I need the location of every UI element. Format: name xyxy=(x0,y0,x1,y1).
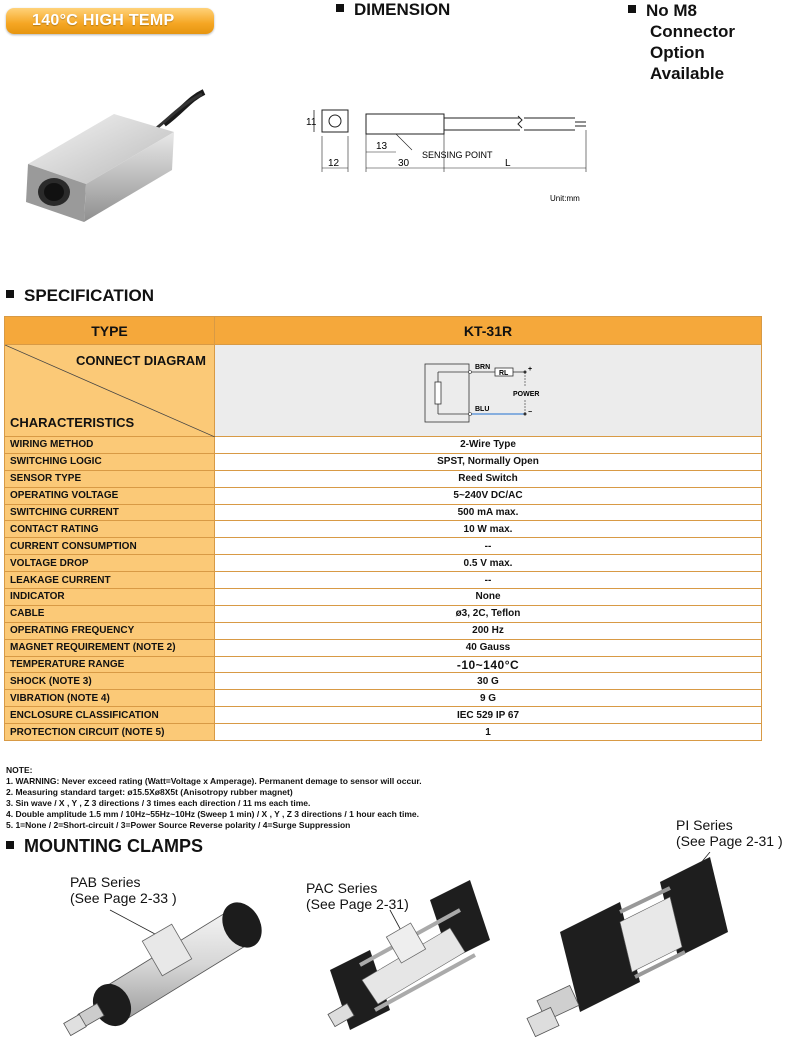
power-label: POWER xyxy=(513,390,540,398)
spec-row xyxy=(5,470,762,487)
note-item: 1. WARNING: Never exceed rating (Watt=Voltage x Amperage). Permanent demage to sensor will occur. xyxy=(6,776,422,786)
spec-row xyxy=(5,538,762,555)
mounting-clamps-heading: MOUNTING CLAMPS xyxy=(6,836,203,857)
spec-value: SPST, Normally Open xyxy=(215,453,762,470)
spec-row xyxy=(5,724,762,741)
spec-value: -- xyxy=(215,572,762,589)
spec-label: INDICATOR xyxy=(5,589,215,606)
spec-row xyxy=(5,639,762,656)
spec-row xyxy=(5,589,762,606)
spec-label: ENCLOSURE CLASSIFICATION xyxy=(5,707,215,724)
connect-diagram-label: CONNECT DIAGRAM xyxy=(76,353,206,368)
spec-label: MAGNET REQUIREMENT (NOTE 2) xyxy=(5,639,215,656)
spec-value: ø3, 2C, Teflon xyxy=(215,605,762,622)
spec-row xyxy=(5,622,762,639)
spec-table xyxy=(4,316,762,741)
sensing-point-label: SENSING POINT xyxy=(422,150,493,160)
spec-rows xyxy=(5,437,762,741)
dim-12-label: 12 xyxy=(328,158,340,169)
note-item: 5. 1=None / 2=Short-circuit / 3=Power Source Reverse polarity / 4=Surge Suppression xyxy=(6,820,351,830)
dimension-heading: DIMENSION xyxy=(336,0,450,20)
spec-label: LEAKAGE CURRENT xyxy=(5,572,215,589)
pac-page: (See Page 2-31) xyxy=(306,896,409,912)
spec-row xyxy=(5,555,762,572)
m8-connector-note: No M8 Connector Option Available xyxy=(628,0,735,84)
spec-label: SWITCHING CURRENT xyxy=(5,504,215,521)
pab-clamp-illustration xyxy=(40,880,280,1040)
blu-label: BLU xyxy=(475,405,490,413)
dimension-drawing xyxy=(300,96,600,208)
pi-page: (See Page 2-31 ) xyxy=(676,833,783,849)
spec-label: VIBRATION (NOTE 4) xyxy=(5,690,215,707)
sensor-product-photo xyxy=(14,84,214,224)
wiring-diagram-cell xyxy=(215,345,762,437)
spec-value: -10~140°C xyxy=(215,656,762,673)
spec-value: 40 Gauss xyxy=(215,639,762,656)
spec-value: 2-Wire Type xyxy=(215,437,762,454)
spec-value: 1 xyxy=(215,724,762,741)
spec-row xyxy=(5,453,762,470)
high-temp-banner: 140°C HIGH TEMP xyxy=(6,8,214,34)
minus-label: − xyxy=(528,408,533,416)
type-row xyxy=(5,317,762,345)
spec-label: OPERATING FREQUENCY xyxy=(5,622,215,639)
spec-value: 200 Hz xyxy=(215,622,762,639)
spec-row xyxy=(5,504,762,521)
spec-row xyxy=(5,673,762,690)
spec-row xyxy=(5,521,762,538)
wiring-diagram xyxy=(423,356,553,426)
pi-clamp-illustration xyxy=(510,852,740,1042)
spec-value: None xyxy=(215,589,762,606)
spec-row xyxy=(5,656,762,673)
spec-value: 5~240V DC/AC xyxy=(215,487,762,504)
connect-diagram-row xyxy=(5,345,762,437)
dim-L-label: L xyxy=(505,158,511,169)
type-label: TYPE xyxy=(5,317,215,345)
spec-label: TEMPERATURE RANGE xyxy=(5,656,215,673)
pac-clamp-illustration xyxy=(300,880,510,1040)
spec-value: 9 G xyxy=(215,690,762,707)
rl-label: RL xyxy=(499,369,509,377)
spec-label: PROTECTION CIRCUIT (NOTE 5) xyxy=(5,724,215,741)
characteristics-label: CHARACTERISTICS xyxy=(10,415,135,430)
spec-row xyxy=(5,707,762,724)
spec-row xyxy=(5,690,762,707)
spec-row xyxy=(5,437,762,454)
spec-value: Reed Switch xyxy=(215,470,762,487)
unit-label: Unit:mm xyxy=(550,194,580,203)
spec-label: SENSOR TYPE xyxy=(5,470,215,487)
plus-label: + xyxy=(528,365,533,373)
note-item: 3. Sin wave / X , Y , Z 3 directions / 3 times each direction / 11 ms each time. xyxy=(6,798,311,808)
note-item: 2. Measuring standard target: ø15.5Xø8X5t (Anisotropy rubber magnet) xyxy=(6,787,293,797)
spec-row xyxy=(5,572,762,589)
pac-name: PAC Series xyxy=(306,880,378,896)
note-item: 4. Double amplitude 1.5 mm / 10Hz~55Hz~10Hz (Sweep 1 min) / X , Y , Z 3 directions / 1 hour each time. xyxy=(6,809,420,819)
pi-name: PI Series xyxy=(676,817,733,833)
spec-value: -- xyxy=(215,538,762,555)
spec-label: OPERATING VOLTAGE xyxy=(5,487,215,504)
notes-title: NOTE: xyxy=(6,765,33,775)
dim-11-label: 11 xyxy=(306,117,317,128)
diagram-header-cell xyxy=(5,345,215,437)
pab-name: PAB Series xyxy=(70,874,141,890)
spec-label: CABLE xyxy=(5,605,215,622)
spec-value: 500 mA max. xyxy=(215,504,762,521)
model-name: KT-31R xyxy=(215,317,762,345)
spec-label: SHOCK (NOTE 3) xyxy=(5,673,215,690)
brn-label: BRN xyxy=(475,363,491,371)
notes-block xyxy=(6,765,422,831)
spec-value: 0.5 V max. xyxy=(215,555,762,572)
spec-value: 10 W max. xyxy=(215,521,762,538)
spec-label: CONTACT RATING xyxy=(5,521,215,538)
spec-row xyxy=(5,605,762,622)
spec-label: SWITCHING LOGIC xyxy=(5,453,215,470)
dim-30-label: 30 xyxy=(398,158,410,169)
pi-series-label xyxy=(676,817,783,849)
specification-heading: SPECIFICATION xyxy=(6,286,154,306)
dim-13-label: 13 xyxy=(376,141,388,152)
pab-page: (See Page 2-33 ) xyxy=(70,890,177,906)
spec-label: CURRENT CONSUMPTION xyxy=(5,538,215,555)
spec-label: VOLTAGE DROP xyxy=(5,555,215,572)
spec-value: IEC 529 IP 67 xyxy=(215,707,762,724)
spec-label: WIRING METHOD xyxy=(5,437,215,454)
spec-value: 30 G xyxy=(215,673,762,690)
spec-row xyxy=(5,487,762,504)
